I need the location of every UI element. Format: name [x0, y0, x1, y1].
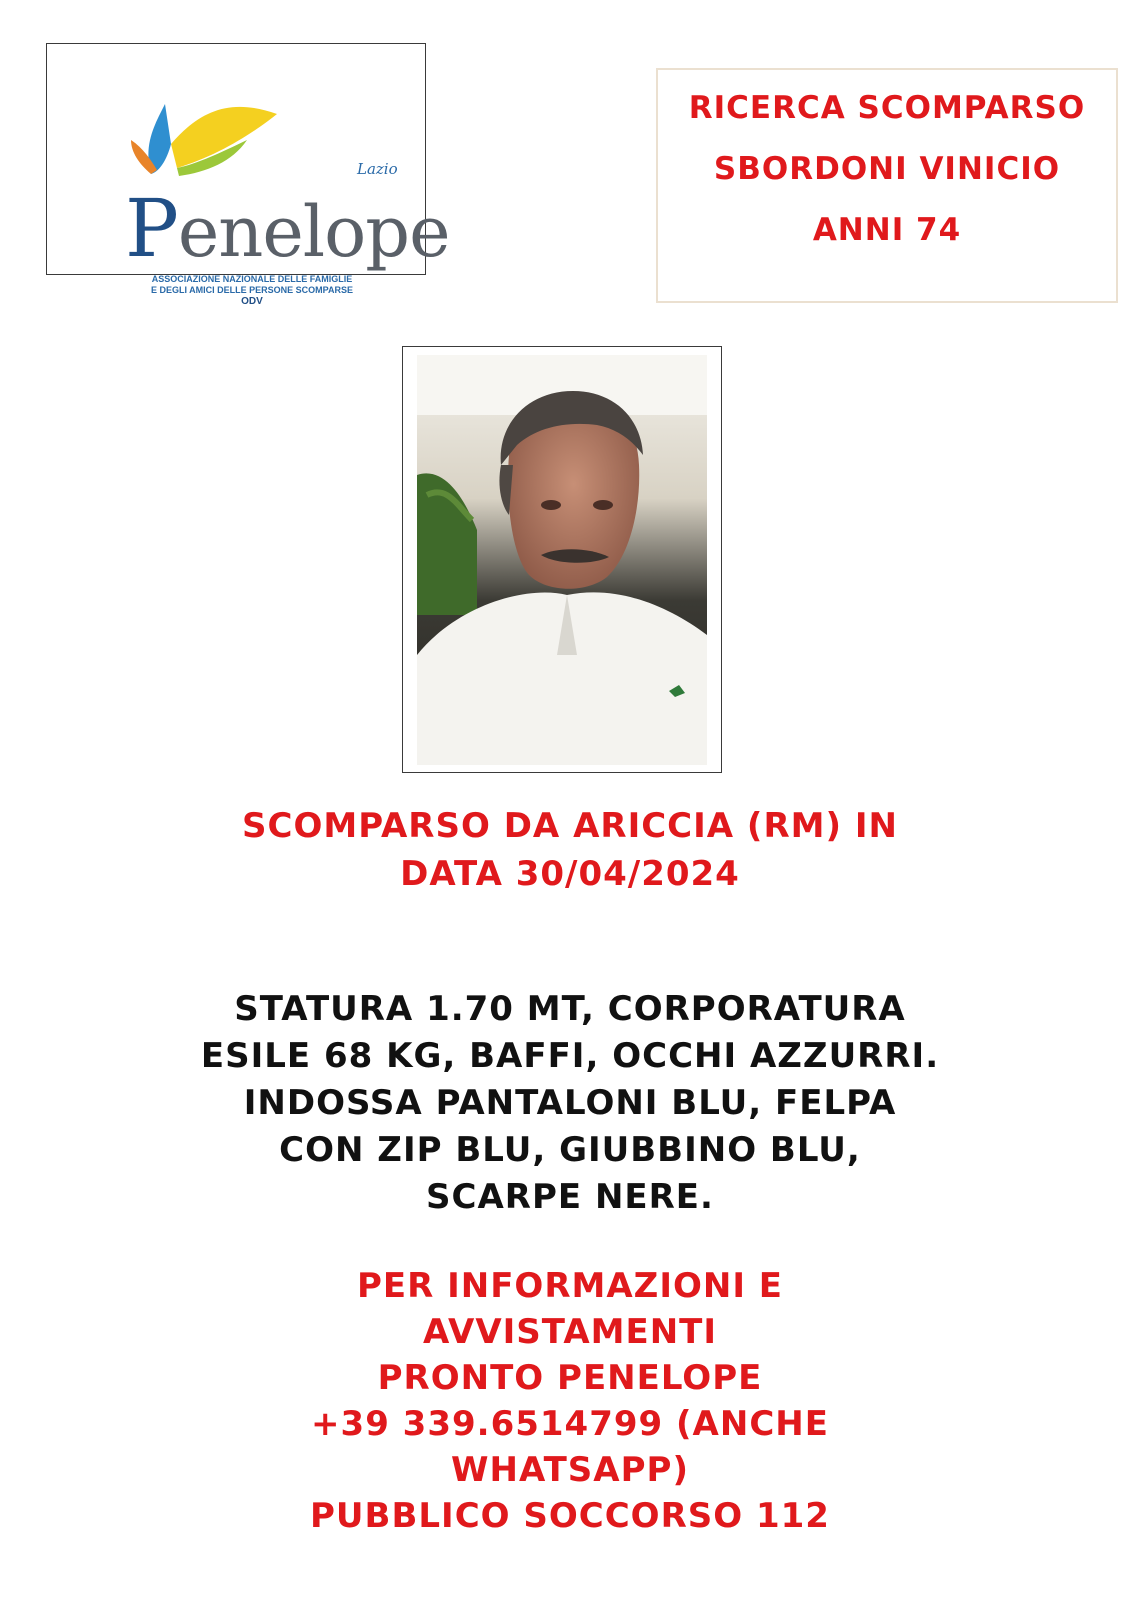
description-line: STATURA 1.70 MT, CORPORATURA: [234, 989, 906, 1029]
logo-subtitle: [107, 274, 397, 307]
contact-line: PRONTO PENELOPE: [377, 1358, 763, 1398]
contact-line: PER INFORMAZIONI E: [356, 1266, 784, 1306]
disappearance-line: SCOMPARSO DA ARICCIA (RM) IN: [242, 806, 898, 846]
contact-line: WHATSAPP): [450, 1450, 689, 1490]
contact-line: AVVISTAMENTI: [423, 1312, 717, 1352]
header-line-age: ANNI 74: [812, 212, 962, 248]
contact-emergency: PUBBLICO SOCCORSO 112: [310, 1496, 830, 1536]
logo-subtitle-line: E DEGLI AMICI DELLE PERSONE SCOMPARSE: [150, 285, 354, 295]
association-logo: [46, 43, 450, 307]
physical-description: [0, 986, 1140, 1221]
logo-wordmark: [125, 182, 450, 275]
missing-person-photo: [402, 346, 722, 773]
logo-odv: ODV: [241, 296, 263, 307]
contact-info: [0, 1263, 1140, 1539]
disappearance-info: [0, 802, 1140, 898]
description-line: SCARPE NERE.: [426, 1177, 714, 1217]
logo-script-text: Lazio: [357, 160, 398, 178]
description-line: CON ZIP BLU, GIUBBINO BLU,: [279, 1130, 861, 1170]
description-line: INDOSSA PANTALONI BLU, FELPA: [243, 1083, 897, 1123]
header-line-name: SBORDONI VINICIO: [713, 151, 1061, 187]
logo-wordmark-rest: enelope: [177, 191, 450, 273]
disappearance-line: DATA 30/04/2024: [400, 854, 740, 894]
missing-person-header: [656, 68, 1118, 303]
header-line-search: RICERCA SCOMPARSO: [688, 90, 1086, 126]
contact-phone: +39 339.6514799 (ANCHE: [311, 1404, 829, 1444]
description-line: ESILE 68 KG, BAFFI, OCCHI AZZURRI.: [200, 1036, 940, 1076]
logo-wordmark-cap: P: [125, 182, 178, 275]
logo-subtitle-line: ASSOCIAZIONE NAZIONALE DELLE FAMIGLIE: [151, 274, 353, 284]
portrait-image: [417, 355, 707, 765]
